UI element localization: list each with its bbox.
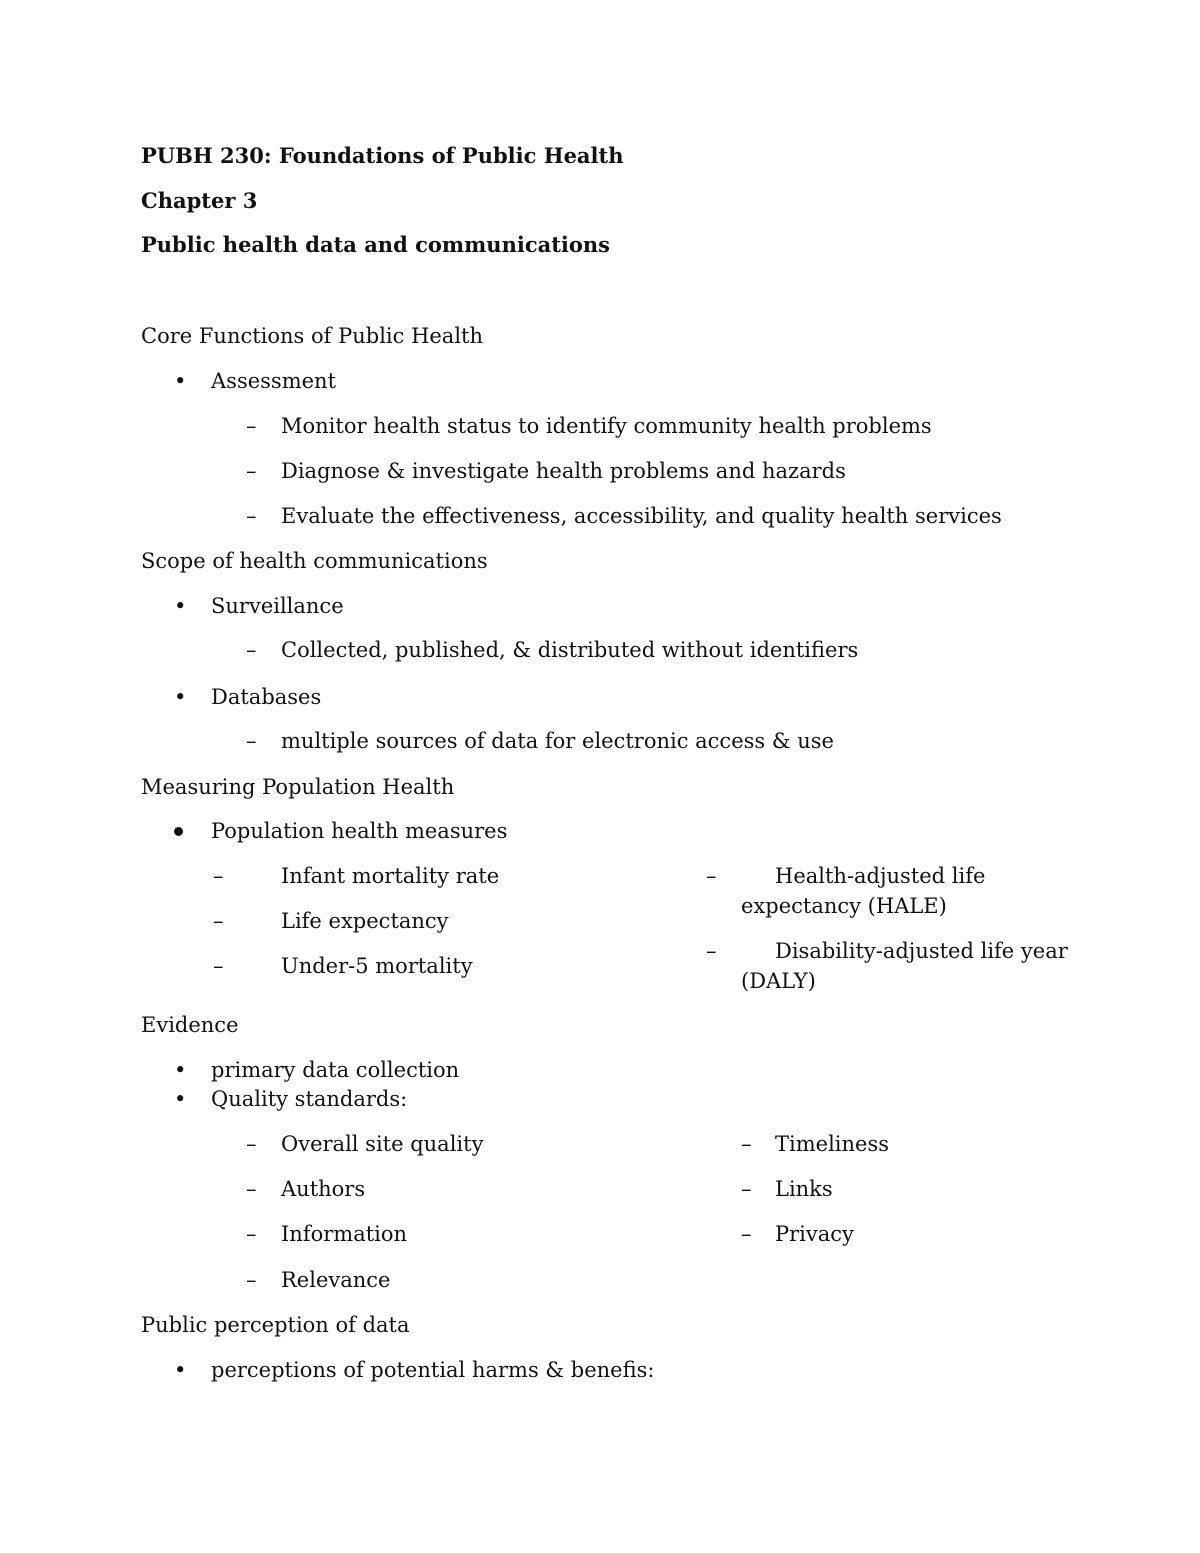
list-item: Infant mortality rate xyxy=(281,864,500,888)
filled-bullet-icon xyxy=(174,827,183,836)
dash-icon: – xyxy=(246,638,257,662)
dash-icon: – xyxy=(246,1268,257,1292)
bullet-icon: • xyxy=(174,685,187,709)
bullet-primary-data: primary data collection xyxy=(211,1058,460,1082)
list-item: Monitor health status to identify community health problems xyxy=(281,414,932,438)
bullet-icon: • xyxy=(174,369,187,393)
list-item: Evaluate the effectiveness, accessibility, and quality health services xyxy=(281,504,1002,528)
dash-icon: – xyxy=(246,1222,257,1246)
bullet-databases: Databases xyxy=(211,685,322,709)
dash-icon: – xyxy=(706,864,717,888)
list-item: Authors xyxy=(281,1177,366,1201)
bullet-perceptions: perceptions of potential harms & benefis: xyxy=(211,1358,655,1382)
section-heading-core-functions: Core Functions of Public Health xyxy=(141,324,484,348)
dash-icon: – xyxy=(246,504,257,528)
dash-icon: – xyxy=(706,939,717,963)
bullet-population-measures: Population health measures xyxy=(211,819,508,843)
dash-icon: – xyxy=(741,1177,752,1201)
section-heading-scope: Scope of health communications xyxy=(141,549,488,573)
list-item: Health-adjusted life xyxy=(775,864,986,888)
dash-icon: – xyxy=(246,414,257,438)
list-item-continuation: expectancy (HALE) xyxy=(741,894,947,918)
list-item: Information xyxy=(281,1222,408,1246)
chapter-label: Chapter 3 xyxy=(141,188,258,213)
list-item: Life expectancy xyxy=(281,909,449,933)
dash-icon: – xyxy=(246,459,257,483)
dash-icon: – xyxy=(741,1222,752,1246)
bullet-icon: • xyxy=(174,1058,187,1082)
bullet-icon: • xyxy=(174,1087,187,1111)
bullet-surveillance: Surveillance xyxy=(211,594,344,618)
dash-icon: – xyxy=(213,909,224,933)
dash-icon: – xyxy=(741,1132,752,1156)
list-item: Links xyxy=(775,1177,833,1201)
list-item: Privacy xyxy=(775,1222,854,1246)
bullet-quality-standards: Quality standards: xyxy=(211,1087,408,1111)
list-item: Under-5 mortality xyxy=(281,954,473,978)
list-item: Diagnose & investigate health problems and hazards xyxy=(281,459,846,483)
list-item: multiple sources of data for electronic access & use xyxy=(281,729,834,753)
bullet-assessment: Assessment xyxy=(211,369,337,393)
list-item-continuation: (DALY) xyxy=(741,969,816,993)
list-item: Disability-adjusted life year xyxy=(775,939,1068,963)
list-item: Overall site quality xyxy=(281,1132,484,1156)
topic-title: Public health data and communications xyxy=(141,232,610,257)
list-item: Collected, published, & distributed without identifiers xyxy=(281,638,859,662)
course-title: PUBH 230: Foundations of Public Health xyxy=(141,143,624,168)
section-heading-perception: Public perception of data xyxy=(141,1313,410,1337)
dash-icon: – xyxy=(246,729,257,753)
section-heading-measuring: Measuring Population Health xyxy=(141,775,455,799)
dash-icon: – xyxy=(213,954,224,978)
list-item: Relevance xyxy=(281,1268,391,1292)
dash-icon: – xyxy=(213,864,224,888)
bullet-icon: • xyxy=(174,594,187,618)
dash-icon: – xyxy=(246,1132,257,1156)
bullet-icon: • xyxy=(174,1358,187,1382)
list-item: Timeliness xyxy=(775,1132,890,1156)
section-heading-evidence: Evidence xyxy=(141,1013,239,1037)
dash-icon: – xyxy=(246,1177,257,1201)
